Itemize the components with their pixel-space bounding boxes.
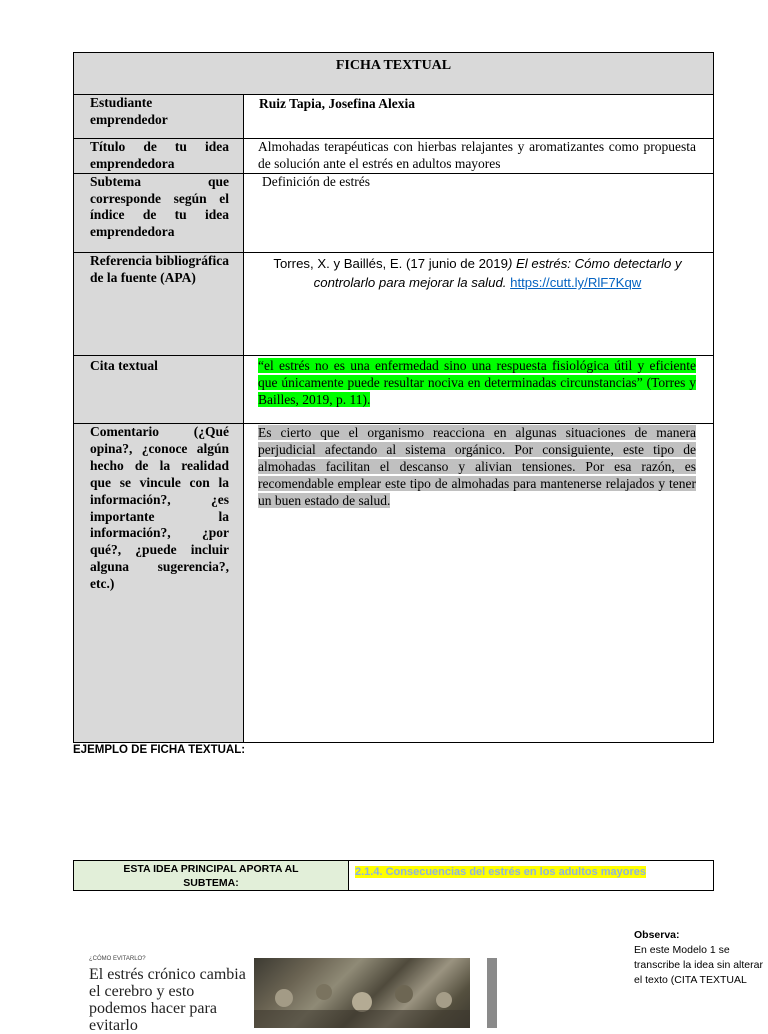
titulo-value: Almohadas terapéuticas con hierbas relajantes y aromatizantes como propuesta de solución ante el estrés en adultos mayores bbox=[258, 139, 696, 171]
example-label-cell bbox=[73, 860, 349, 891]
cita-highlight: “el estrés no es una enfermedad sino una respuesta fisiológica útil y eficiente que únicamente puede resultar nociva en determinadas circunstancias” (Torres y Bailles, 2019, p. 11). bbox=[258, 358, 696, 407]
reference-authors: Torres, X. y Baillés, E. (17 junio de 2019 bbox=[273, 256, 508, 271]
cita-value-cell bbox=[243, 355, 714, 424]
subtema-label-cell bbox=[73, 173, 244, 253]
comentario-highlight: Es cierto que el organismo reacciona en algunas situaciones de manera perjudicial afectando al sistema orgánico. Por consiguiente, este tipo de almohadas facilitan el descanso y alivian tensiones. Por esa razón, es recomendable emplear este tipo de almohadas para mantenerse relajados y tener un buen estado de salud. bbox=[258, 425, 696, 508]
article-preview bbox=[80, 952, 500, 1034]
example-value-cell bbox=[348, 860, 714, 891]
apa-reference bbox=[256, 254, 699, 292]
referencia-label: Referencia bibliográfica de la fuente (APA) bbox=[90, 253, 229, 285]
example-heading: EJEMPLO DE FICHA TEXTUAL: bbox=[73, 744, 246, 756]
article-headline: El estrés crónico cambia el cerebro y esto podemos hacer para evitarlo bbox=[89, 966, 246, 1034]
estudiante-label-cell bbox=[73, 94, 244, 139]
article-divider bbox=[487, 958, 497, 1028]
subtema-label: Subtema que corresponde según el índice de tu idea emprendedora bbox=[90, 174, 229, 239]
comentario-label-cell bbox=[73, 423, 244, 743]
referencia-label-cell bbox=[73, 252, 244, 356]
example-value: 2.1.4. Consecuencias del estrés en los adultos mayores bbox=[355, 866, 647, 878]
cita-value bbox=[258, 357, 696, 408]
crowd-photo-graphic bbox=[254, 958, 470, 1028]
observa-text: En este Modelo 1 se transcribe la idea sin alterar el texto (CITA TEXTUAL bbox=[634, 944, 763, 986]
cita-label-cell bbox=[73, 355, 244, 424]
ficha-title-cell bbox=[73, 52, 714, 95]
observa-note bbox=[634, 928, 766, 988]
titulo-value-cell bbox=[243, 138, 714, 174]
subtema-value-cell bbox=[243, 173, 714, 253]
titulo-label: Título de tu idea emprendedora bbox=[90, 139, 229, 171]
article-kicker: ¿CÓMO EVITARLO? bbox=[89, 956, 146, 962]
reference-work: ) El estrés: Cómo detectarlo y controlarlo para mejorar la salud. bbox=[313, 256, 682, 290]
comentario-label: Comentario (¿Qué opina?, ¿conoce algún hecho de la realidad que se vincule con la información?, ¿es importante la información?, ¿por qué?, ¿puede incluir alguna sugerencia?, etc.) bbox=[90, 424, 229, 592]
reference-url-link[interactable]: https://cutt.ly/RlF7Kqw bbox=[510, 275, 642, 290]
estudiante-value-cell bbox=[243, 94, 714, 139]
cita-label: Cita textual bbox=[90, 358, 158, 373]
estudiante-value: Ruiz Tapia, Josefina Alexia bbox=[259, 96, 416, 111]
subtema-value: Definición de estrés bbox=[262, 174, 370, 189]
comentario-value-cell bbox=[243, 423, 714, 743]
observa-title: Observa: bbox=[634, 929, 680, 941]
comentario-value bbox=[258, 424, 696, 509]
ficha-title: FICHA TEXTUAL bbox=[335, 58, 452, 73]
titulo-label-cell bbox=[73, 138, 244, 174]
referencia-value-cell bbox=[243, 252, 714, 356]
example-label: ESTA IDEA PRINCIPAL APORTA AL SUBTEMA: bbox=[123, 863, 299, 889]
estudiante-label: Estudiante emprendedor bbox=[90, 95, 168, 127]
article-photo bbox=[254, 958, 470, 1028]
